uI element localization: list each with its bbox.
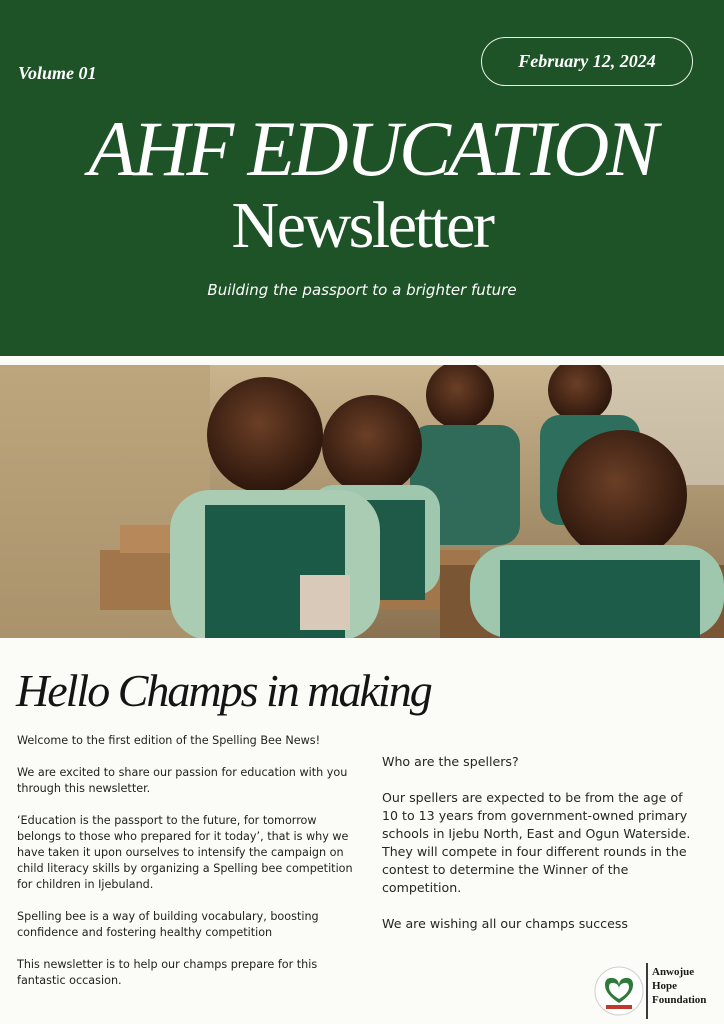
paragraph: This newsletter is to help our champs prepare for this fantastic occasion. bbox=[17, 958, 318, 987]
paragraph: Our spellers are expected to be from the age of 10 to 13 years from government-owned primary schools in Ijebu North, East and Ogun Waterside. They will compete in four different rounds in the contest to determine the Winner of the competition. bbox=[382, 790, 691, 895]
newsletter-title: AHF EDUCATION bbox=[88, 105, 656, 192]
article-heading: Hello Champs in making bbox=[16, 665, 431, 716]
paragraph: ‘Education is the passport to the future, for tomorrow belongs to those who prepared for it today’, that is why we have taken it upon ourselves to intensify the campaign on child literacy skills by organizing a Spelling bee competition for children in Ijebuland. bbox=[17, 814, 353, 891]
paragraph: We are wishing all our champs success bbox=[382, 916, 628, 931]
footer-divider bbox=[646, 963, 648, 1019]
paragraph: Welcome to the first edition of the Spelling Bee News! bbox=[17, 734, 321, 747]
tagline: Building the passport to a brighter future bbox=[207, 281, 517, 299]
newsletter-subtitle: Newsletter bbox=[231, 189, 493, 262]
newsletter-header bbox=[0, 0, 724, 356]
article-left-column bbox=[17, 733, 362, 1005]
volume-label: Volume 01 bbox=[18, 63, 97, 83]
organization-name: Anwojue Hope Foundation bbox=[652, 966, 707, 1006]
classroom-children-photo-icon bbox=[0, 365, 724, 638]
paragraph: Spelling bee is a way of building vocabulary, boosting confidence and fostering healthy competition bbox=[17, 910, 319, 939]
paragraph: Who are the spellers? bbox=[382, 754, 519, 769]
paragraph: We are excited to share our passion for education with you through this newsletter. bbox=[17, 766, 348, 795]
article-right-column bbox=[382, 753, 692, 951]
date-badge: February 12, 2024 bbox=[481, 37, 693, 86]
classroom-photo bbox=[0, 365, 724, 638]
hands-heart-logo-icon bbox=[592, 965, 646, 1017]
